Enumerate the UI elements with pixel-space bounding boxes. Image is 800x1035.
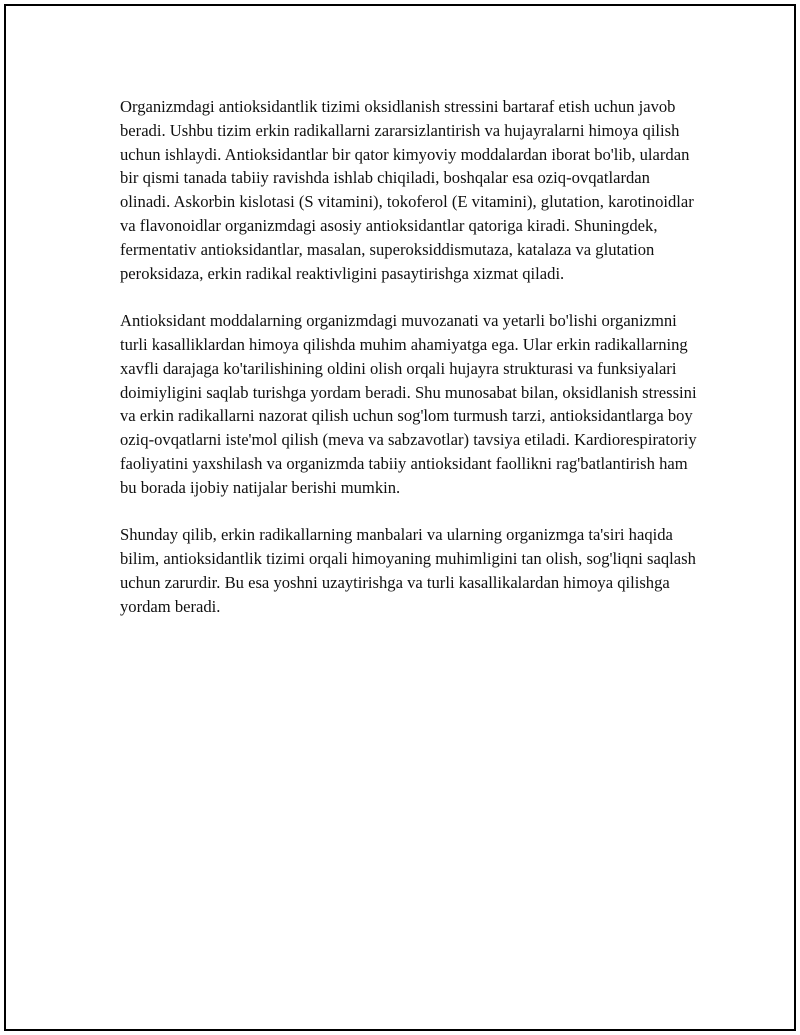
paragraph-3: Shunday qilib, erkin radikallarning manbalari va ularning organizmga ta'siri haqida bilim, antioksidantlik tizimi orqali himoyaning muhimligini tan olish, sog'liqni saqlash uchun zarurdir. Bu esa yoshni uzaytirishga va turli kasallikalardan himoya qilishga yordam beradi. <box>120 525 696 616</box>
page-frame <box>4 4 796 1031</box>
document-body <box>120 95 700 642</box>
paragraph-1: Organizmdagi antioksidantlik tizimi oksidlanish stressini bartaraf etish uchun javob beradi. Ushbu tizim erkin radikallarni zararsizlantirish va hujayralarni himoya qilish uchun ishlaydi. Antioksidantlar bir qator kimyoviy moddalardan iborat bo'lib, ulardan bir qismi tanada tabiiy ravishda ishlab chiqiladi, boshqalar esa oziq-ovqatlardan olinadi. Askorbin kislotasi (S vitamini), tokoferol (E vitamini), glutation, karotinoidlar va flavonoidlar organizmdagi asosiy antioksidantlar qatoriga kiradi. Shuningdek, fermentativ antioksidantlar, masalan, superoksiddismutaza, katalaza va glutation peroksidaza, erkin radikal reaktivligini pasaytirishga xizmat qiladi. <box>120 97 694 283</box>
paragraph-2: Antioksidant moddalarning organizmdagi muvozanati va yetarli bo'lishi organizmni turli kasalliklardan himoya qilishda muhim ahamiyatga ega. Ular erkin radikallarning xavfli darajaga ko'tarilishining oldini olish orqali hujayra strukturasi va funksiyalari doimiyligini saqlab turishga yordam beradi. Shu munosabat bilan, oksidlanish stressini va erkin radikallarni nazorat qilish uchun sog'lom turmush tarzi, antioksidantlarga boy oziq-ovqatlarni iste'mol qilish (meva va sabzavotlar) tavsiya etiladi. Kardiorespiratoriy faoliyatini yaxshilash va organizmda tabiiy antioksidant faollikni rag'batlantirish ham bu borada ijobiy natijalar berishi mumkin. <box>120 311 697 497</box>
